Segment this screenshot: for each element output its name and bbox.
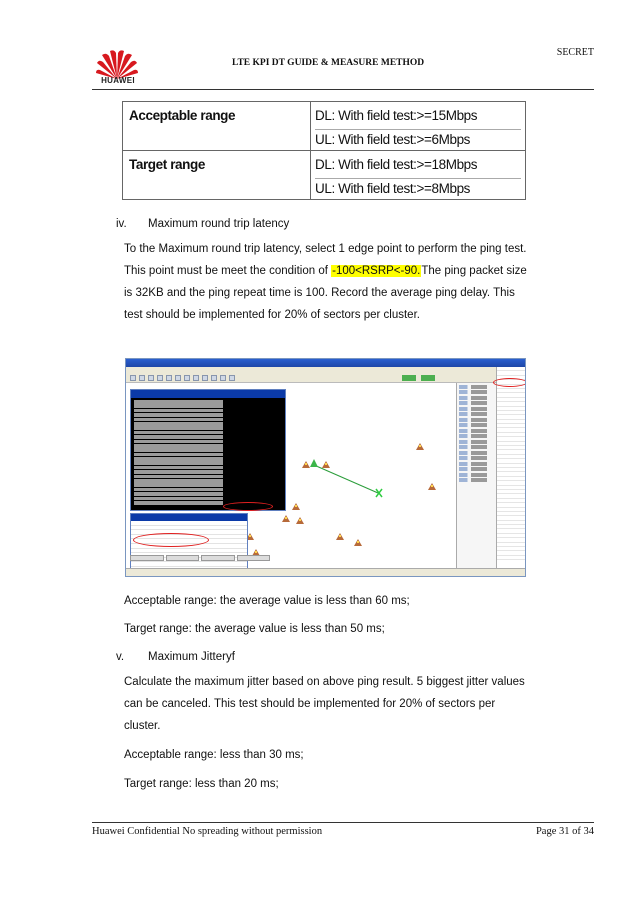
screenshot-line — [459, 451, 494, 455]
site-icon — [336, 533, 344, 540]
document-title: LTE KPI DT GUIDE & MEASURE METHOD — [232, 58, 425, 68]
average-ping-annotation — [223, 502, 273, 511]
section-iv-paragraph — [124, 238, 544, 326]
screenshot-line — [134, 448, 282, 452]
screenshot-line — [134, 483, 282, 487]
screenshot-line — [134, 418, 282, 422]
screenshot-line — [459, 418, 494, 422]
paragraph-line: This point must be meet the condition of -100<RSRP<-90.The ping packet size — [124, 265, 527, 277]
screenshot-line — [134, 435, 282, 439]
screenshot-line — [459, 445, 494, 449]
screenshot-line — [459, 407, 494, 411]
radio-parameters-panel — [496, 367, 526, 569]
screenshot-line — [134, 461, 282, 465]
screenshot-line — [459, 434, 494, 438]
screenshot-line — [134, 470, 282, 474]
page-number: Page 31 of 34 — [535, 826, 594, 837]
screenshot-line — [134, 409, 282, 413]
cmd-titlebar — [131, 390, 285, 398]
header-divider — [92, 89, 594, 90]
footer-confidential: Huawei Confidential No spreading without permission — [92, 826, 323, 837]
layer-tree-panel — [456, 383, 496, 569]
range-table — [122, 101, 526, 200]
classification-label: SECRET — [556, 47, 594, 58]
screenshot-line — [134, 404, 282, 408]
screenshot-line — [134, 444, 282, 448]
section-iv-number: iv. — [116, 218, 127, 230]
site-icon — [282, 515, 290, 522]
screenshot-line — [459, 462, 494, 466]
probe-screenshot — [125, 358, 526, 577]
screenshot-toolbar — [126, 374, 525, 383]
ul-value: UL: With field test:>=6Mbps — [315, 129, 521, 150]
screenshot-line — [134, 475, 282, 479]
screenshot-line — [459, 467, 494, 471]
paragraph-line: cluster. — [124, 720, 161, 732]
screenshot-line — [134, 431, 282, 435]
screenshot-line — [459, 412, 494, 416]
range-values — [311, 151, 526, 200]
paragraph-line: Calculate the maximum jitter based on above ping result. 5 biggest jitter values — [124, 676, 525, 688]
screenshot-line — [459, 390, 494, 394]
screenshot-line — [134, 497, 282, 501]
screenshot-line — [134, 400, 282, 404]
rsrp-annotation — [493, 378, 526, 387]
table-row — [123, 151, 526, 200]
screenshot-line — [497, 556, 526, 560]
range-label: Target range — [123, 151, 311, 200]
site-icon — [292, 503, 300, 510]
screenshot-line — [134, 413, 282, 417]
section-iv-target: Target range: the average value is less than 50 ms; — [124, 623, 385, 635]
gps-titlebar — [131, 514, 247, 521]
table-row — [123, 102, 526, 151]
section-v-title: Maximum Jitteryf — [148, 651, 235, 663]
screenshot-line — [459, 429, 494, 433]
ul-value: UL: With field test:>=8Mbps — [315, 178, 521, 199]
screenshot-line — [134, 479, 282, 483]
screenshot-menubar — [126, 367, 525, 374]
screenshot-line — [459, 440, 494, 444]
screenshot-statusbar — [126, 568, 525, 576]
screenshot-line — [134, 422, 282, 426]
dl-value: DL: With field test:>=15Mbps — [315, 108, 478, 123]
screenshot-line — [459, 401, 494, 405]
screenshot-line — [459, 473, 494, 477]
dl-value: DL: With field test:>=18Mbps — [315, 157, 478, 172]
section-v-target: Target range: less than 20 ms; — [124, 778, 279, 790]
ping-command-window — [130, 389, 286, 511]
map-view — [126, 383, 456, 569]
screenshot-line — [134, 466, 282, 470]
section-iv-acceptable: Acceptable range: the average value is less than 60 ms; — [124, 595, 410, 607]
section-v-acceptable: Acceptable range: less than 30 ms; — [124, 749, 304, 761]
paragraph-line: test should be implemented for 20% of sectors per cluster. — [124, 309, 420, 321]
screenshot-line — [134, 426, 282, 430]
screenshot-line — [459, 456, 494, 460]
screenshot-line — [131, 576, 247, 577]
screenshot-line — [134, 488, 282, 492]
site-icon — [322, 461, 330, 468]
screenshot-line — [459, 423, 494, 427]
screenshot-line — [134, 492, 282, 496]
section-iv-title: Maximum round trip latency — [148, 218, 290, 230]
site-icon — [302, 461, 310, 468]
paragraph-line: can be canceled. This test should be implemented for 20% of sectors per — [124, 698, 496, 710]
site-icon — [416, 443, 424, 450]
gps-position-annotation — [133, 533, 209, 547]
map-tabs — [130, 555, 270, 561]
cmd-output — [131, 398, 285, 507]
footer-divider — [92, 822, 594, 823]
screenshot-line — [134, 453, 282, 457]
rsrp-condition-highlight: -100<RSRP<-90. — [332, 265, 421, 277]
screenshot-titlebar — [126, 359, 525, 367]
screenshot-line — [134, 440, 282, 444]
screenshot-line — [459, 385, 494, 389]
paragraph-line: is 32KB and the ping repeat time is 100. Record the average ping delay. This — [124, 287, 515, 299]
screenshot-line — [134, 457, 282, 461]
range-values — [311, 102, 526, 151]
site-icon — [354, 539, 362, 546]
screenshot-line — [459, 478, 494, 482]
section-v-number: v. — [116, 651, 125, 663]
paragraph-line: To the Maximum round trip latency, select 1 edge point to perform the ping test. — [124, 243, 527, 255]
logo-wordmark: HUAWEI — [101, 76, 135, 85]
screenshot-line — [459, 396, 494, 400]
range-label: Acceptable range — [123, 102, 311, 151]
site-icon — [296, 517, 304, 524]
site-icon — [428, 483, 436, 490]
section-v-paragraph — [124, 671, 544, 737]
